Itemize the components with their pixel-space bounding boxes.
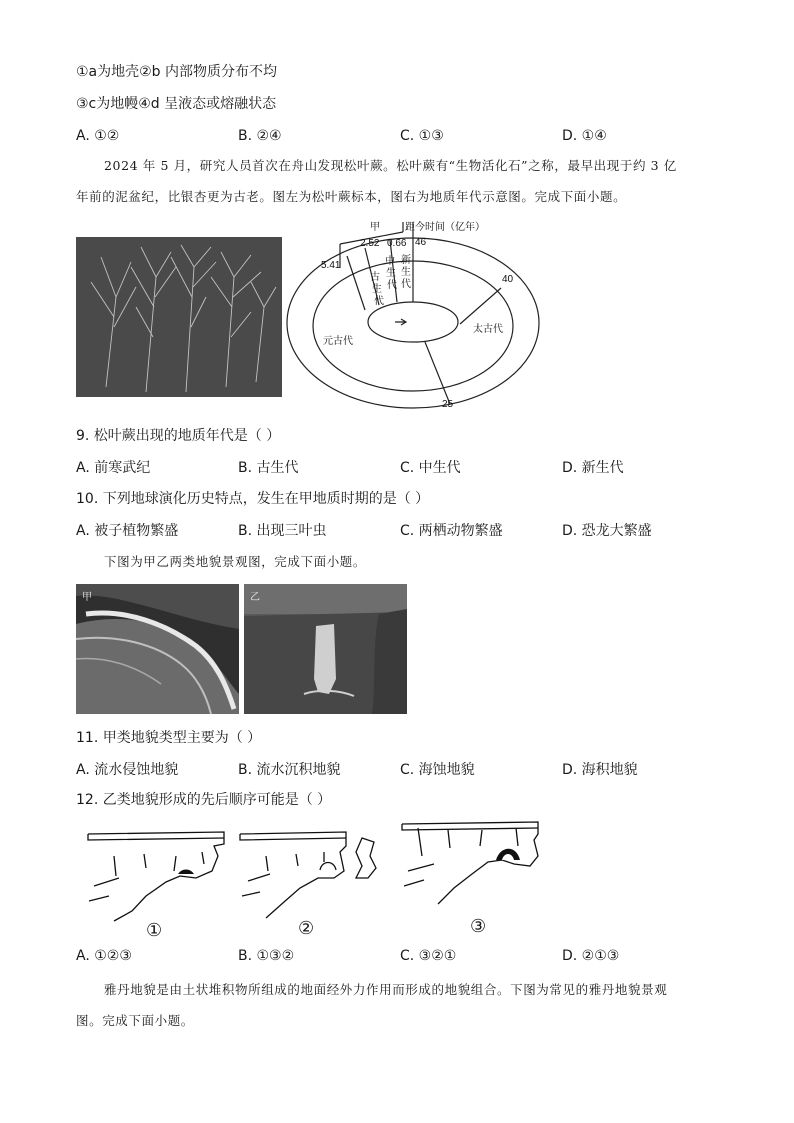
q12-option-d: D. ②①③ xyxy=(562,948,620,964)
intro-paragraph-1-cont xyxy=(76,181,716,212)
q8-option-b: B. ②④ xyxy=(238,128,282,144)
q10-option-b: B. 出现三叶虫 xyxy=(238,523,327,539)
q8-statement-2: ③c为地幔④d 呈液态或熔融状态 xyxy=(76,96,277,112)
intro-3-line-1: 雅丹地貌是由土状堆积物所组成的地面经外力作用而形成的地貌组合。下图为常见的雅丹地貌景观 xyxy=(104,982,668,997)
q10-option-d: D. 恐龙大繁盛 xyxy=(562,523,652,539)
q11-option-d: D. 海积地貌 xyxy=(562,762,638,778)
coastline-image xyxy=(76,584,239,714)
archean-label: 太古代 xyxy=(473,324,503,335)
q12-option-c: C. ③②① xyxy=(400,948,457,964)
fern-specimen-photo xyxy=(76,237,282,397)
intro-1-line-1: 2024 年 5 月，研究人员首次在舟山发现松叶蕨。松叶蕨有“生物活化石”之称，最早出现于约 3 亿 xyxy=(104,158,677,173)
q10-option-a: A. 被子植物繁盛 xyxy=(76,523,179,539)
q11-option-c: C. 海蚀地貌 xyxy=(400,762,475,778)
tick-2-52: 2.52 xyxy=(360,238,380,249)
tick-40: 40 xyxy=(502,274,514,285)
tick-5-41: 5.41 xyxy=(321,260,341,271)
geologic-time-diagram xyxy=(285,218,545,413)
mesozoic-char-2: 生 xyxy=(386,268,396,279)
intro-paragraph-3 xyxy=(76,974,716,1005)
tick-46: 46 xyxy=(415,237,427,248)
q9-option-b: B. 古生代 xyxy=(238,460,299,476)
time-axis-label: 距今时间（亿年） xyxy=(405,222,485,233)
q12-option-a: A. ①②③ xyxy=(76,948,132,964)
era-jia-label: 甲 xyxy=(370,222,380,233)
sketch-1-label: ① xyxy=(146,920,163,941)
q10-stem: 10. 下列地球演化历史特点，发生在甲地质时期的是（ ） xyxy=(76,491,430,507)
intro-paragraph-3-cont xyxy=(76,1005,716,1036)
q8-option-d: D. ①④ xyxy=(562,128,607,144)
intro-2-text: 下图为甲乙两类地貌景观图，完成下面小题。 xyxy=(104,554,367,569)
paleozoic-char-1: 古 xyxy=(370,272,380,283)
intro-paragraph-1 xyxy=(76,150,716,181)
cenozoic-char-1: 新 xyxy=(401,255,411,266)
q8-statement-1: ①a为地壳②b 内部物质分布不均 xyxy=(76,64,278,80)
tick-25: 25 xyxy=(442,399,454,410)
landform-photo-jia xyxy=(76,584,239,714)
mesozoic-char-1: 中 xyxy=(385,256,395,267)
q11-option-a: A. 流水侵蚀地貌 xyxy=(76,762,179,778)
paleozoic-char-2: 生 xyxy=(372,284,382,295)
sketch-3-label: ③ xyxy=(470,916,487,937)
paleozoic-char-3: 代 xyxy=(374,296,384,307)
q8-option-a: A. ①② xyxy=(76,128,120,144)
mesozoic-char-3: 代 xyxy=(387,280,397,291)
intro-paragraph-2 xyxy=(76,546,716,577)
landform-photo-yi xyxy=(244,584,407,714)
intro-3-line-2: 图。完成下面小题。 xyxy=(76,1013,194,1028)
sketch-2-label: ② xyxy=(298,918,315,939)
cenozoic-char-3: 代 xyxy=(401,279,411,290)
q12-option-b: B. ①③② xyxy=(238,948,295,964)
proterozoic-label: 元古代 xyxy=(323,336,353,347)
q10-option-c: C. 两栖动物繁盛 xyxy=(400,523,503,539)
fern-specimen-image xyxy=(76,237,282,397)
q11-option-b: B. 流水沉积地貌 xyxy=(238,762,341,778)
q12-stem: 12. 乙类地貌形成的先后顺序可能是（ ） xyxy=(76,792,332,808)
photo-yi-label: 乙 xyxy=(250,592,260,603)
photo-jia-label: 甲 xyxy=(82,592,92,603)
cenozoic-char-2: 生 xyxy=(401,267,411,278)
q9-option-a: A. 前寒武纪 xyxy=(76,460,151,476)
q9-stem: 9. 松叶蕨出现的地质年代是（ ） xyxy=(76,428,281,444)
q9-option-c: C. 中生代 xyxy=(400,460,461,476)
inner-ring xyxy=(368,302,458,342)
q9-option-d: D. 新生代 xyxy=(562,460,624,476)
intro-1-line-2: 年前的泥盆纪，比银杏更为古老。图左为松叶蕨标本，图右为地质年代示意图。完成下面小题。 xyxy=(76,189,627,204)
sea-stack-image xyxy=(244,584,407,714)
q11-stem: 11. 甲类地貌类型主要为（ ） xyxy=(76,730,262,746)
q8-option-c: C. ①③ xyxy=(400,128,444,144)
tick-0-66: 0.66 xyxy=(387,238,407,249)
